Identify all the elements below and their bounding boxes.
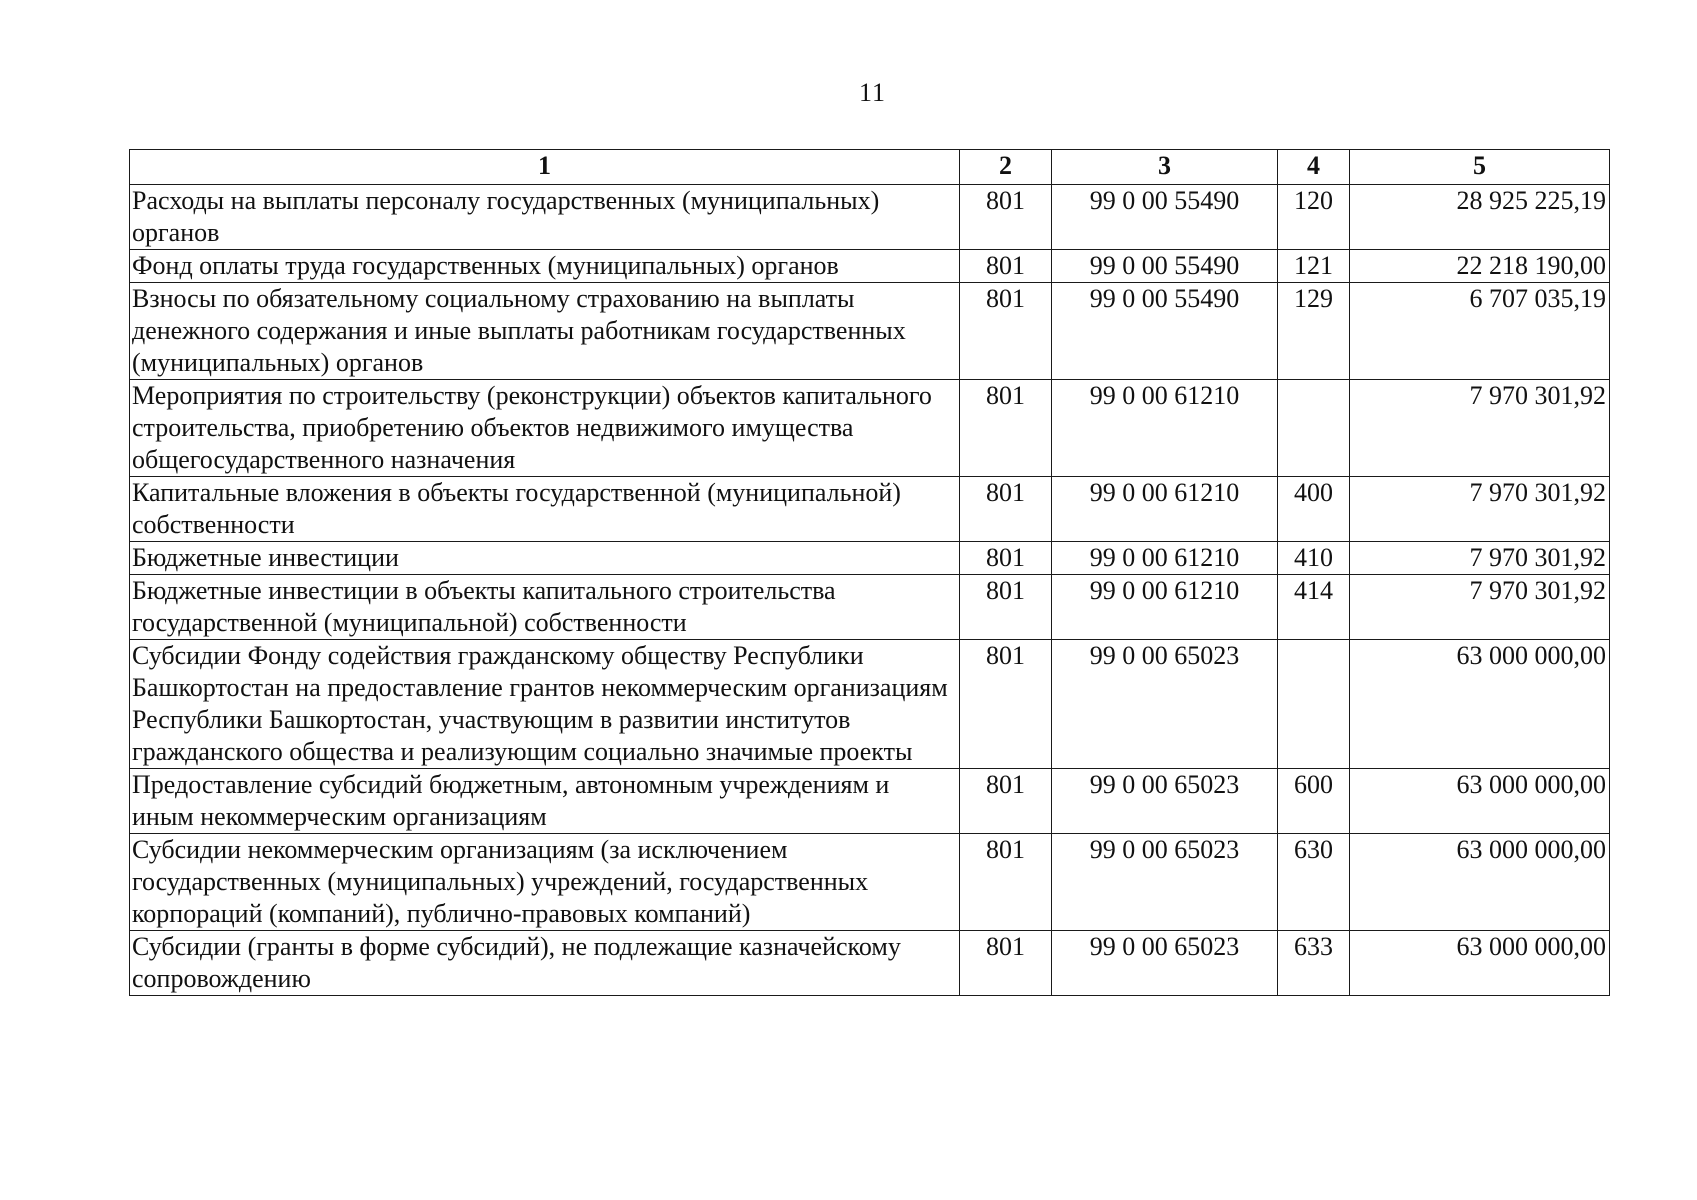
row-target-code: 99 0 00 65023	[1052, 931, 1278, 996]
row-expense-type	[1278, 380, 1350, 477]
header-col-5: 5	[1350, 150, 1610, 185]
row-expense-type: 120	[1278, 185, 1350, 250]
table-row	[130, 250, 1610, 283]
table-row	[130, 575, 1610, 640]
header-col-4: 4	[1278, 150, 1350, 185]
row-expense-type: 410	[1278, 542, 1350, 575]
table-row	[130, 283, 1610, 380]
row-target-code: 99 0 00 55490	[1052, 185, 1278, 250]
row-name: Фонд оплаты труда государственных (муниципальных) органов	[130, 250, 960, 283]
row-amount: 7 970 301,92	[1350, 575, 1610, 640]
header-col-3: 3	[1052, 150, 1278, 185]
row-name: Бюджетные инвестиции в объекты капитального строительства государственной (муниципальной) собственности	[130, 575, 960, 640]
row-dept-code: 801	[960, 769, 1052, 834]
row-target-code: 99 0 00 65023	[1052, 834, 1278, 931]
row-name: Субсидии некоммерческим организациям (за исключением государственных (муниципальных) учреждений, государственных корпораций (компаний), публично-правовых компаний)	[130, 834, 960, 931]
row-amount: 22 218 190,00	[1350, 250, 1610, 283]
budget-table	[129, 149, 1610, 996]
row-amount: 28 925 225,19	[1350, 185, 1610, 250]
table-row	[130, 640, 1610, 769]
row-expense-type	[1278, 640, 1350, 769]
header-row	[130, 150, 1610, 185]
row-dept-code: 801	[960, 283, 1052, 380]
row-expense-type: 129	[1278, 283, 1350, 380]
row-amount: 7 970 301,92	[1350, 477, 1610, 542]
row-expense-type: 630	[1278, 834, 1350, 931]
row-dept-code: 801	[960, 931, 1052, 996]
row-dept-code: 801	[960, 185, 1052, 250]
table-row	[130, 477, 1610, 542]
row-dept-code: 801	[960, 542, 1052, 575]
row-expense-type: 600	[1278, 769, 1350, 834]
header-col-2: 2	[960, 150, 1052, 185]
table-row	[130, 769, 1610, 834]
table-row	[130, 185, 1610, 250]
row-target-code: 99 0 00 55490	[1052, 283, 1278, 380]
row-target-code: 99 0 00 61210	[1052, 575, 1278, 640]
row-dept-code: 801	[960, 250, 1052, 283]
row-name: Взносы по обязательному социальному страхованию на выплаты денежного содержания и иные выплаты работникам государственных (муниципальных) органов	[130, 283, 960, 380]
row-target-code: 99 0 00 61210	[1052, 477, 1278, 542]
row-name: Мероприятия по строительству (реконструкции) объектов капитального строительства, приобретению объектов недвижимого имущества общегосударственного назначения	[130, 380, 960, 477]
row-name: Капитальные вложения в объекты государственной (муниципальной) собственности	[130, 477, 960, 542]
row-expense-type: 400	[1278, 477, 1350, 542]
row-name: Бюджетные инвестиции	[130, 542, 960, 575]
table-row	[130, 542, 1610, 575]
table-row	[130, 931, 1610, 996]
row-amount: 6 707 035,19	[1350, 283, 1610, 380]
row-target-code: 99 0 00 55490	[1052, 250, 1278, 283]
header-col-1: 1	[130, 150, 960, 185]
row-name: Субсидии Фонду содействия гражданскому обществу Республики Башкортостан на предоставление грантов некоммерческим организациям Республики Башкортостан, участвующим в развитии институтов гражданского общества и реализующим социально значимые проекты	[130, 640, 960, 769]
row-amount: 63 000 000,00	[1350, 640, 1610, 769]
page-number: 11	[858, 78, 887, 107]
row-name: Расходы на выплаты персоналу государственных (муниципальных) органов	[130, 185, 960, 250]
row-name: Субсидии (гранты в форме субсидий), не подлежащие казначейскому сопровождению	[130, 931, 960, 996]
row-amount: 7 970 301,92	[1350, 380, 1610, 477]
row-dept-code: 801	[960, 834, 1052, 931]
row-target-code: 99 0 00 65023	[1052, 640, 1278, 769]
row-target-code: 99 0 00 65023	[1052, 769, 1278, 834]
row-dept-code: 801	[960, 477, 1052, 542]
row-dept-code: 801	[960, 640, 1052, 769]
row-amount: 63 000 000,00	[1350, 769, 1610, 834]
row-target-code: 99 0 00 61210	[1052, 380, 1278, 477]
row-expense-type: 414	[1278, 575, 1350, 640]
table-row	[130, 380, 1610, 477]
row-dept-code: 801	[960, 575, 1052, 640]
row-amount: 63 000 000,00	[1350, 834, 1610, 931]
row-amount: 63 000 000,00	[1350, 931, 1610, 996]
table-row	[130, 834, 1610, 931]
row-amount: 7 970 301,92	[1350, 542, 1610, 575]
row-expense-type: 633	[1278, 931, 1350, 996]
row-expense-type: 121	[1278, 250, 1350, 283]
row-name: Предоставление субсидий бюджетным, автономным учреждениям и иным некоммерческим организациям	[130, 769, 960, 834]
row-dept-code: 801	[960, 380, 1052, 477]
row-target-code: 99 0 00 61210	[1052, 542, 1278, 575]
